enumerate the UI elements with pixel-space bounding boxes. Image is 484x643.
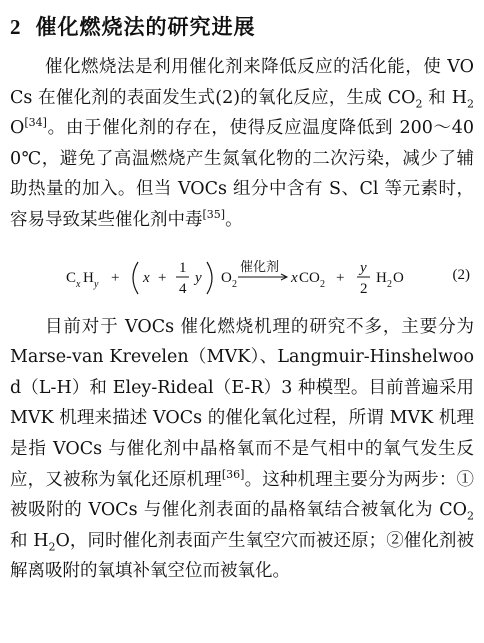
equation-2 xyxy=(10,248,474,306)
equation-formula xyxy=(10,248,450,306)
eq-right-paren xyxy=(207,262,212,294)
citation-ref: [36] xyxy=(221,467,245,481)
section-number: 2 xyxy=(10,15,22,39)
text-run: 和 H xyxy=(422,87,467,108)
eq-paren-x: x xyxy=(143,269,150,286)
eq-rhs-x: x xyxy=(291,269,298,286)
text-run: 。 xyxy=(225,209,243,230)
eq-frac2-den: 2 xyxy=(360,280,368,297)
subscript: 2 xyxy=(467,509,474,523)
paragraph-mechanism xyxy=(10,312,474,587)
text-run: O xyxy=(10,118,25,139)
eq-o2-sub: 2 xyxy=(232,278,237,290)
eq-h2o-sub: 2 xyxy=(387,278,392,290)
eq-left-paren xyxy=(133,262,138,294)
eq-x-sub: x xyxy=(76,278,81,290)
eq-y-sub: y xyxy=(94,278,99,290)
citation-ref: [35] xyxy=(202,208,226,222)
subscript: 2 xyxy=(467,97,474,111)
eq-plus-3: + xyxy=(336,269,345,286)
subscript: 2 xyxy=(415,97,423,111)
text-run: 目前对于 VOCs 催化燃烧机理的研究不多，主要分为 Marse-van Krevelen（MVK）、Langmuir-Hinshelwood（L-H）和 Eley-Rideal（E-R）3 种模型。目前普遍采用 MVK 机理来描述 VOCs 的催化氧化过程，所谓 MVK 机理是指 VOCs 与催化剂中晶格氧而不是气相中的氧气发生反应，又被称为氧化还原机理 xyxy=(10,316,474,490)
section-title: 催化燃烧法的研究进展 xyxy=(35,14,256,39)
eq-h: H xyxy=(83,269,94,286)
text-run: 和 H xyxy=(10,530,49,551)
eq-frac2-num: y xyxy=(360,259,367,276)
eq-plus-2: + xyxy=(158,269,167,286)
eq-frac1-den: 4 xyxy=(179,280,187,297)
text-run: 。由于催化剂的存在，使得反应温度降低到 200～400℃，避免了高温燃烧产生氮氧化物的二次污染，减少了辅助热量的加入。但当 VOCs 组分中含有 S、Cl 等元素时，容易导致某些催化剂中毒 xyxy=(10,118,474,230)
section-heading xyxy=(10,12,474,42)
text-run: 。这种机理主要分为两步：①被吸附的 VOCs 与催化剂表面的晶格氧结合被氧化为 CO xyxy=(10,469,474,521)
paragraph-intro xyxy=(10,52,474,236)
eq-c: C xyxy=(66,269,77,286)
eq-co: CO xyxy=(299,269,320,286)
text-run: O，同时催化剂表面产生氧空穴而被还原；②催化剂被解离吸附的氧填补氧空位而被氧化。 xyxy=(10,530,474,582)
eq-co2-sub: 2 xyxy=(320,278,325,290)
eq-h2o-h: H xyxy=(376,269,387,286)
eq-frac1-var: y xyxy=(195,269,202,286)
equation-number: (2) xyxy=(452,266,470,283)
eq-frac1-num: 1 xyxy=(179,259,187,276)
subscript: 2 xyxy=(48,540,56,554)
citation-ref: [34] xyxy=(24,116,47,130)
eq-o: O xyxy=(221,269,232,286)
article-page xyxy=(10,0,474,587)
text-run: 催化燃烧法是利用催化剂来降低反应的活化能，使 VOCs 在催化剂的表面发生式(2)的氧化反应，生成 CO xyxy=(10,57,474,108)
eq-plus-1: + xyxy=(111,269,120,286)
eq-h2o-o: O xyxy=(393,269,404,286)
eq-catalyst-label: 催化剂 xyxy=(240,259,280,275)
